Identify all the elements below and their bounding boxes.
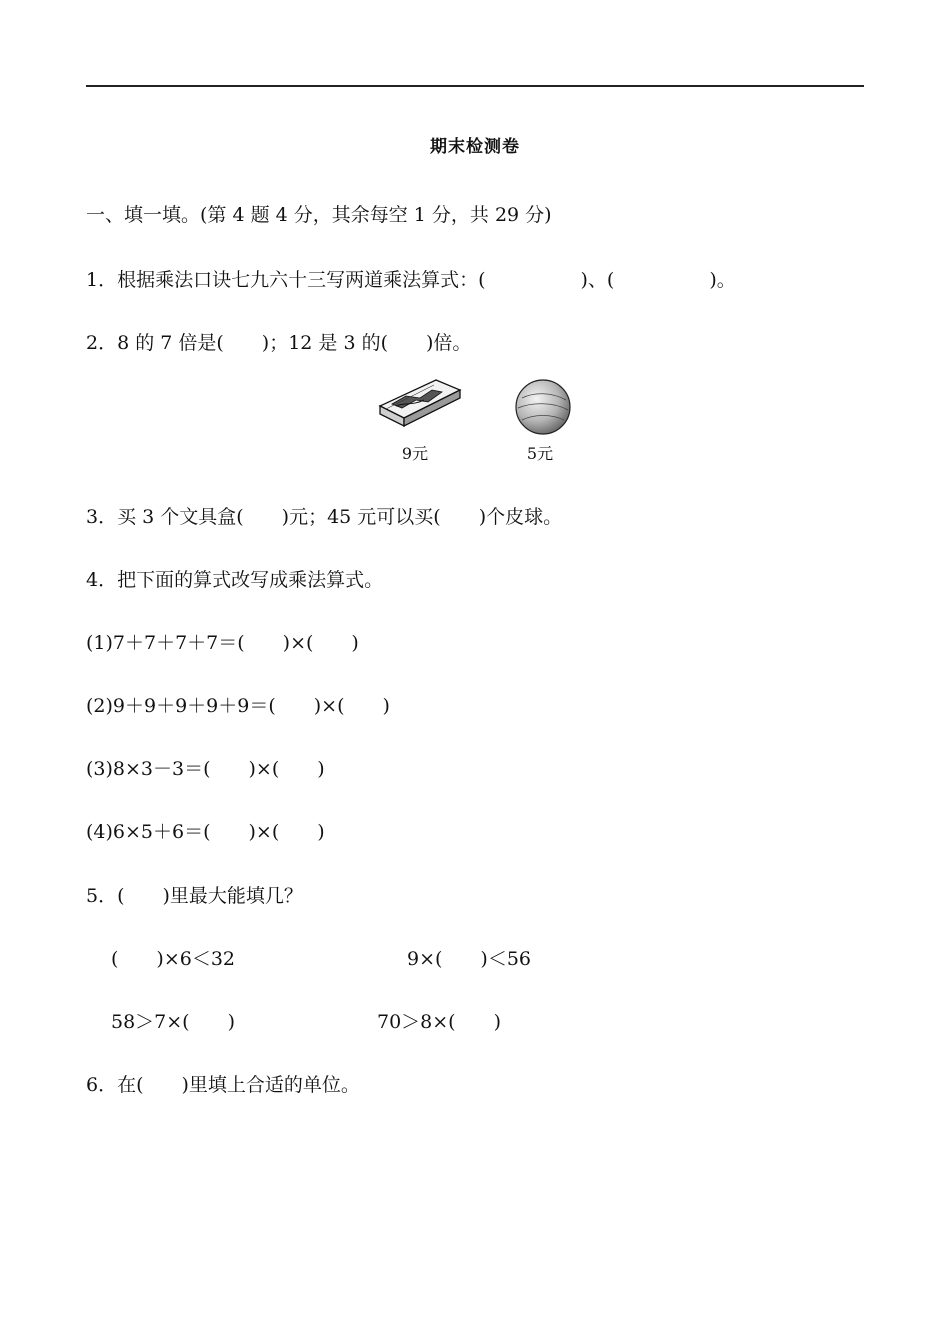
question-2: 2．8 的 7 倍是( )；12 是 3 的( )倍。 (86, 332, 472, 354)
top-rule (86, 85, 864, 87)
question-4-part-4: (4)6×5＋6＝( )×( ) (86, 821, 325, 843)
question-6: 6．在( )里填上合适的单位。 (86, 1074, 360, 1096)
question-5-item-a: ( )×6＜32 (111, 948, 236, 970)
question-4-part-1: (1)7＋7＋7＋7＝( )×( ) (86, 632, 359, 654)
question-5-item-d: 70＞8×( ) (377, 1011, 502, 1033)
pencil-box-icon (376, 376, 462, 428)
page-title: 期末检测卷 (430, 137, 520, 157)
question-4-part-3: (3)8×3－3＝( )×( ) (86, 758, 325, 780)
ball-icon (514, 378, 572, 436)
question-3: 3．买 3 个文具盒( )元；45 元可以买( )个皮球。 (86, 506, 563, 528)
section-heading: 一、填一填。(第 4 题 4 分，其余每空 1 分，共 29 分) (86, 204, 552, 226)
question-5-item-b: 9×( )＜56 (407, 948, 532, 970)
question-5: 5．( )里最大能填几？ (86, 885, 303, 907)
question-4: 4．把下面的算式改写成乘法算式。 (86, 569, 384, 591)
question-5-item-c: 58＞7×( ) (111, 1011, 236, 1033)
pencil-box-price: 9元 (401, 444, 429, 463)
question-4-part-2: (2)9＋9＋9＋9＋9＝( )×( ) (86, 695, 390, 717)
ball-price: 5元 (526, 444, 554, 463)
question-1: 1．根据乘法口诀七九六十三写两道乘法算式：( )、( )。 (86, 269, 736, 291)
